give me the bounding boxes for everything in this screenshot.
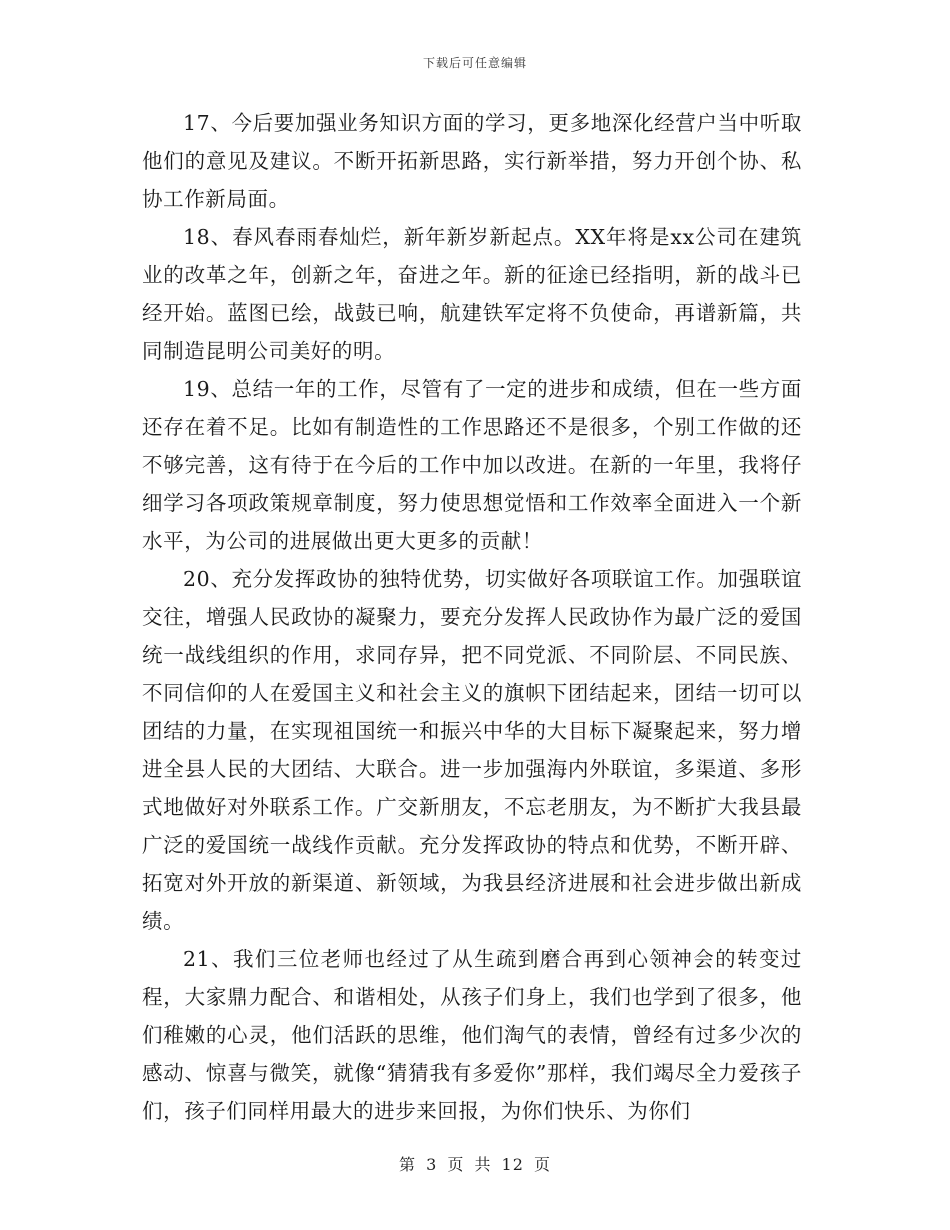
paragraph-21: 21、我们三位老师也经过了从生疏到磨合再到心领神会的转变过程，大家鼎力配合、和谐相处，从孩子们身上，我们也学到了很多，他们稚嫩的心灵，他们活跃的思维，他们淘气的表情，曾经有过多少次的感动、惊喜与微笑，就像“猜猜我有多爱你”那样，我们竭尽全力爱孩子们，孩子们同样用最大的进步来回报，为你们快乐、为你们: [142, 947, 802, 1123]
document-body: [142, 104, 802, 1130]
paragraph-18: 18、春风春雨春灿烂，新年新岁新起点。XX年将是xx公司在建筑业的改革之年，创新之年，奋进之年。新的征途已经指明，新的战斗已经开始。蓝图已绘，战鼓已响，航建铁军定将不负使命，再谱新篇，共同制造昆明公司美好的明。: [142, 225, 802, 363]
page-number-footer: 第 3 页 共 12 页: [399, 1155, 551, 1174]
paragraph-17: 17、今后要加强业务知识方面的学习，更多地深化经营户当中听取他们的意见及建议。不断开拓新思路，实行新举措，努力开创个协、私协工作新局面。: [142, 111, 802, 211]
paragraph-19: 19、总结一年的工作，尽管有了一定的进步和成绩，但在一些方面还存在着不足。比如有制造性的工作思路还不是很多，个别工作做的还不够完善，这有待于在今后的工作中加以改进。在新的一年里，我将仔细学习各项政策规章制度，努力使思想觉悟和工作效率全面进入一个新水平，为公司的进展做出更大更多的贡献！: [142, 377, 802, 553]
paragraph-20: 20、充分发挥政协的独特优势，切实做好各项联谊工作。加强联谊交往，增强人民政协的凝聚力，要充分发挥人民政协作为最广泛的爱国统一战线组织的作用，求同存异，把不同党派、不同阶层、不同民族、不同信仰的人在爱国主义和社会主义的旗帜下团结起来，团结一切可以团结的力量，在实现祖国统一和振兴中华的大目标下凝聚起来，努力增进全县人民的大团结、大联合。进一步加强海内外联谊，多渠道、多形式地做好对外联系工作。广交新朋友，不忘老朋友，为不断扩大我县最广泛的爱国统一战线作贡献。充分发挥政协的特点和优势，不断开辟、拓宽对外开放的新渠道、新领域，为我县经济进展和社会进步做出新成绩。: [142, 567, 802, 933]
page-header: 下载后可任意编辑: [422, 56, 527, 70]
